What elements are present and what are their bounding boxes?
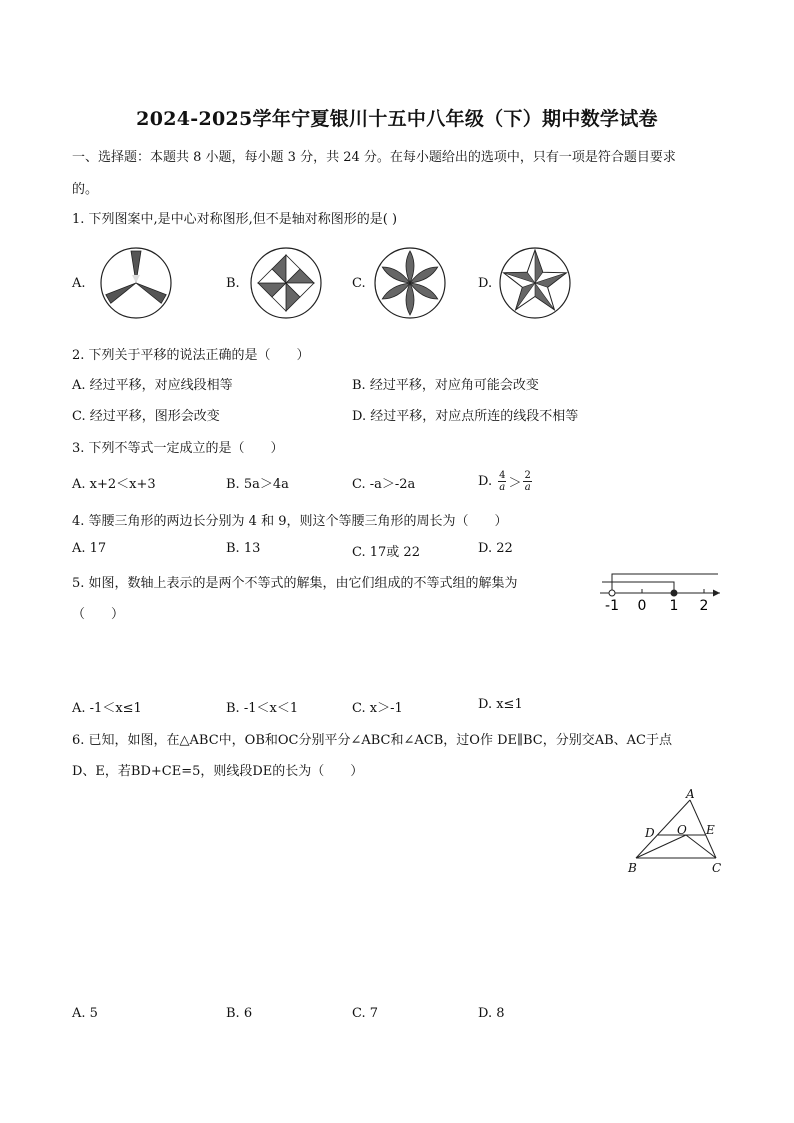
q1-stem: 1. 下列图案中,是中心对称图形,但不是轴对称图形的是( ) (72, 212, 398, 227)
page-title: 2024-2025学年宁夏银川十五中八年级（下）期中数学试卷 (136, 108, 658, 130)
q6-option-d: D. 8 (478, 1006, 505, 1021)
q2-stem: 2. 下列关于平移的说法正确的是（ ） (72, 348, 310, 363)
q3-fraction-2-num: 2 (524, 469, 531, 481)
q4-option-c: C. 17或 22 (352, 545, 420, 560)
q2-option-b: B. 经过平移，对应角可能会改变 (352, 378, 539, 393)
q3-fraction-1-num: 4 (499, 469, 506, 481)
q3-option-a: A. x+2＜x+3 (72, 477, 156, 492)
q4-stem: 4. 等腰三角形的两边长分别为 4 和 9，则这个等腰三角形的周长为（ ） (72, 514, 508, 529)
q1-option-d-label: D. (478, 276, 493, 291)
q5-number-line (594, 568, 724, 614)
q2-option-d: D. 经过平移，对应点所连的线段不相等 (352, 409, 579, 424)
q5-option-c: C. x＞-1 (352, 701, 403, 716)
q1-figure-c (372, 245, 448, 321)
q6-stem-line2: D、E，若BD+CE=5，则线段DE的长为（ ） (72, 764, 364, 779)
q1-figure-a (98, 245, 174, 321)
q3-operator: ＞ (508, 475, 522, 491)
q1-option-b-label: B. (226, 276, 240, 291)
q5-closed-point (671, 590, 677, 596)
q6-option-c: C. 7 (352, 1006, 379, 1021)
q1-option-a-label: A. (72, 276, 86, 291)
q6-point-d: D (645, 826, 655, 840)
q5-axis-label-neg1: -1 (605, 598, 619, 614)
q4-option-d: D. 22 (478, 541, 513, 556)
q3-fraction-2 (523, 470, 531, 493)
q6-stem: 6. 已知，如图，在△ABC中，OB和OC分别平分∠ABC和∠ACB，过O作 DE∥BC，分别交AB、AC于点 (72, 733, 673, 748)
q5-axis-label-0: 0 (637, 598, 647, 614)
q4-option-b: B. 13 (226, 541, 261, 556)
q6-point-a: A (686, 787, 695, 801)
q6-option-a: A. 5 (72, 1006, 98, 1021)
q3-option-d-label: D. (478, 473, 493, 489)
q3-option-b: B. 5a＞4a (226, 477, 289, 492)
q3-fraction-1-den: a (499, 481, 506, 493)
q5-option-a: A. -1＜x≤1 (72, 701, 142, 716)
q3-option-c: C. -a＞-2a (352, 477, 416, 492)
q5-option-b: B. -1＜x＜1 (226, 701, 299, 716)
q1-option-c-label: C. (352, 276, 366, 291)
q6-point-e: E (706, 823, 715, 837)
q6-point-o: O (677, 823, 687, 837)
q2-option-a: A. 经过平移，对应线段相等 (72, 378, 233, 393)
q6-point-b: B (628, 861, 637, 875)
q3-stem: 3. 下列不等式一定成立的是（ ） (72, 441, 284, 456)
q5-option-d: D. x≤1 (478, 697, 523, 712)
q1-figure-b (248, 245, 324, 321)
q5-stem-line2: （ ） (72, 607, 125, 622)
q3-fraction-2-den: a (524, 481, 531, 493)
q6-point-c: C (712, 861, 722, 875)
q1-figure-d (497, 245, 573, 321)
q5-axis-label-2: 2 (699, 598, 709, 614)
q5-axis-label-1: 1 (669, 598, 679, 614)
q3-fraction-1 (498, 470, 506, 493)
q2-option-c: C. 经过平移，图形会改变 (72, 409, 220, 424)
q6-option-b: B. 6 (226, 1006, 253, 1021)
q5-stem: 5. 如图，数轴上表示的是两个不等式的解集，由它们组成的不等式组的解集为 (72, 576, 518, 591)
q3-option-d (478, 464, 532, 498)
q6-triangle-figure (620, 784, 730, 878)
q4-option-a: A. 17 (72, 541, 107, 556)
q5-open-point (609, 590, 615, 596)
section-heading-line2: 的。 (72, 182, 99, 197)
section-heading-line1: 一、选择题：本题共 8 小题，每小题 3 分，共 24 分。在每小题给出的选项中，只有一项是符合题目要求 (72, 150, 676, 165)
